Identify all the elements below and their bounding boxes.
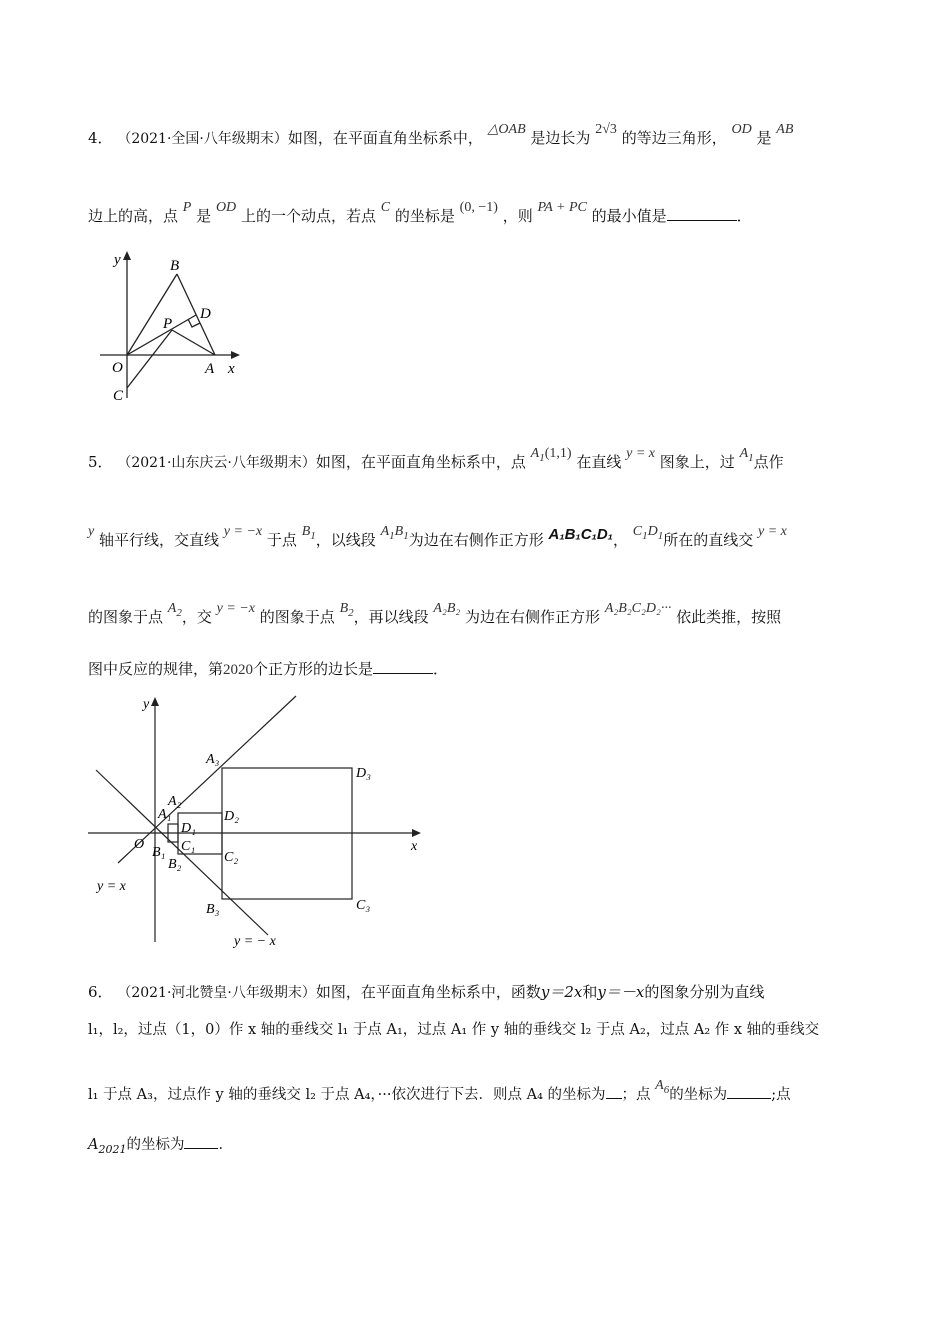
q5-text: 于点 [266, 531, 297, 549]
q5-square-2: A₂B₂C₂D₂··· [604, 601, 672, 616]
q4-label-o: O [112, 360, 123, 376]
q5-label-a1: A₁ [158, 807, 172, 822]
q4-od: OD [731, 122, 752, 137]
q5-text: 个正方形的边长是 [253, 660, 374, 678]
q6-function-2: y＝－x [597, 983, 645, 1001]
q4-label-d: D [200, 306, 211, 322]
q5-label-b1: B₁ [152, 845, 166, 860]
q4-number: 4． [88, 129, 113, 147]
q4-label-c: C [113, 388, 124, 404]
q5-text: 在直线 [576, 453, 622, 471]
q4-label-y: y [114, 252, 121, 268]
q5-label-line-y-neg-x: y = − x [234, 934, 276, 949]
q5-text: ，交 [181, 608, 212, 626]
q4-text: 是边长为 [530, 129, 591, 147]
q4-label-a: A [205, 361, 215, 377]
q6-source: （2021·河北赞皇·八年级期末） [117, 985, 316, 1001]
q5-text: ， [612, 531, 628, 549]
q5-line-3 [88, 601, 782, 633]
q6-text: 的坐标为 [126, 1137, 185, 1153]
q4-ab: AB [776, 122, 794, 137]
q5-label-c3: C₃ [356, 898, 371, 913]
q5-text: 图中反应的规律，第 [88, 660, 224, 678]
q5-answer-blank[interactable] [373, 659, 433, 674]
q6-line-4 [88, 1134, 233, 1160]
q6-line-1 [88, 982, 764, 1003]
q5-label-b3: B₃ [206, 902, 220, 917]
q5-label-a3: A₃ [206, 752, 220, 767]
q5-point-b1: $B_1$ [301, 524, 316, 542]
q5-label-b2: B₂ [168, 857, 182, 872]
q5-number: 5． [88, 453, 113, 471]
q4-text: 上的一个动点，若点 [240, 207, 376, 225]
q4-coord-c: (0, −1) [459, 200, 498, 215]
q5-line-4 [88, 659, 448, 680]
q6-text: 如图，在平面直角坐标系中，函数 [315, 983, 541, 1001]
q5-text: 的图象于点 [259, 608, 335, 626]
q6-answer-blank-3[interactable] [184, 1134, 218, 1149]
q6-point-a2021: $A_{2021}$ [88, 1137, 127, 1156]
q5-a1-coord: (1,1) [544, 446, 572, 461]
q5-label-y: y [143, 697, 150, 712]
q5-label-d2: D₂ [224, 809, 239, 824]
q5-point-b2: $B_2$ [339, 601, 354, 619]
q6-text: 和 [582, 983, 598, 1001]
q4-expression: PA + PC [537, 200, 587, 215]
q5-text: 依此类推，按照 [676, 608, 782, 626]
q4-source: （2021·全国·八年级期末） [117, 131, 288, 147]
q5-label-line-y-x: y = x [97, 879, 126, 894]
q5-text: 图象上，过 [659, 453, 735, 471]
q4-text: 的等边三角形， [621, 129, 727, 147]
q5-text: 点作 [753, 453, 784, 471]
q6-text: ． [218, 1137, 233, 1153]
q5-line-y-eq-x: y = x [626, 446, 655, 461]
q5-line-1 [88, 446, 784, 478]
q5-label-c2: C₂ [224, 850, 239, 865]
q6-text: 的图象分别为直线 [644, 983, 765, 1001]
q5-label-x: x [411, 839, 418, 854]
q5-text: 轴平行线，交直线 [99, 531, 220, 549]
q4-point-c: C [380, 200, 391, 215]
q4-line-2 [88, 200, 752, 228]
q5-y-axis-ref: y [88, 524, 95, 539]
q4-label-x: x [228, 361, 235, 377]
q5-label-d3: D₃ [356, 766, 371, 781]
q4-text: 的坐标是 [394, 207, 455, 225]
q4-label-p: P [163, 316, 173, 332]
q5-text: 如图，在平面直角坐标系中，点 [315, 453, 526, 471]
q5-label-d1: D₁ [181, 821, 196, 836]
q5-label-c1: C₁ [181, 839, 196, 854]
q5-x-arrow [412, 829, 421, 837]
q4-point-p: P [182, 200, 192, 215]
q5-y-arrow [151, 697, 159, 706]
q5-text: 为边在右侧作正方形 [408, 531, 544, 549]
q5-text: 为边在右侧作正方形 [465, 608, 601, 626]
q4-text: 是 [196, 207, 212, 225]
q4-text: ． [736, 207, 752, 225]
q4-x-arrow [231, 351, 240, 359]
q6-line-2: l₁，l₂，过点（1，0）作 x 轴的垂线交 l₁ 于点 A₁，过点 A₁ 作 y 轴的垂线交 l₂ 于点 A₂，过点 A₂ 作 x 轴的垂线交 [88, 1022, 820, 1038]
q6-point-a6: $A_6$ [655, 1078, 670, 1096]
q5-text: 所在的直线交 [663, 531, 754, 549]
q6-line-3 [88, 1078, 791, 1110]
q6-answer-blank-2[interactable] [727, 1084, 771, 1099]
q6-function-1: y＝2x [540, 983, 583, 1001]
q4-side-ob [127, 274, 177, 355]
q4-figure [100, 248, 250, 408]
q5-segment-c1d1: $C_1D_1$ [632, 524, 664, 542]
q4-line-1 [88, 122, 794, 150]
q5-label-o: O [134, 837, 145, 852]
q4-od-2: OD [215, 200, 237, 215]
q6-text: ；点 [621, 1087, 651, 1103]
q5-text: ，再以线段 [353, 608, 429, 626]
q5-point-a2: $A_2$ [167, 601, 182, 619]
q4-label-b: B [170, 258, 180, 274]
q4-text: 是 [756, 129, 772, 147]
q4-y-arrow [123, 251, 131, 260]
q4-text: 边上的高，点 [88, 207, 179, 225]
q5-point-a1b: $A_1$ [739, 446, 754, 464]
q6-text: ;点 [771, 1087, 791, 1103]
q5-line-y-eq-neg-x-2: y = −x [216, 601, 255, 616]
q5-line-y-eq-x-2: y = x [758, 524, 787, 539]
q5-year-2020: 2020 [223, 662, 254, 678]
q5-point-a1: $A_1$ [530, 446, 545, 464]
q5-text: ，以线段 [315, 531, 376, 549]
q4-height-od [127, 315, 196, 355]
q5-segment-a1b1: $A_1B_1$ [380, 524, 409, 542]
q5-square-1: A₁B₁C₁D₁ [548, 526, 613, 543]
q6-answer-blank-1[interactable] [606, 1084, 622, 1099]
q4-segment-pc [127, 330, 172, 388]
q6-text: l₁ 于点 A₃，过点作 y 轴的垂线交 l₂ 于点 A₄，···依次进行下去．则点 A₄ 的坐标为 [88, 1087, 606, 1103]
q6-text: 的坐标为 [669, 1087, 728, 1103]
q4-text: 的最小值是 [591, 207, 667, 225]
q5-segment-a2b2: A₂B₂ [433, 601, 461, 616]
q5-figure [88, 690, 438, 952]
q5-source: （2021·山东庆云·八年级期末） [117, 455, 316, 471]
q5-text: 的图象于点 [88, 608, 164, 626]
q5-line-2 [88, 524, 787, 556]
q4-text: ，则 [502, 207, 533, 225]
q4-triangle-oab: △OAB [487, 122, 526, 137]
q6-number: 6． [88, 983, 113, 1001]
q5-text: ． [433, 660, 449, 678]
q4-answer-blank[interactable] [667, 206, 737, 221]
q4-text: 如图，在平面直角坐标系中， [287, 129, 483, 147]
q4-side-length: 2√3 [595, 122, 617, 137]
q5-line-y-x [118, 696, 296, 863]
q5-line-y-eq-neg-x: y = −x [223, 524, 263, 539]
q5-label-a2: A₂ [168, 794, 182, 809]
